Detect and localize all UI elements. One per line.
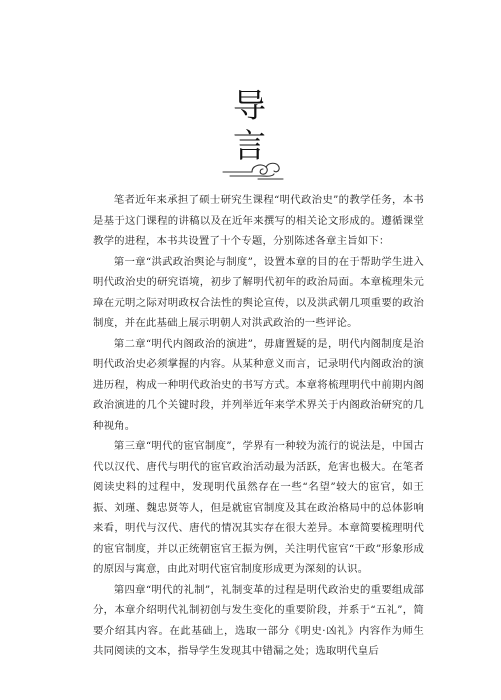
paragraph-chapter-3: 第三章“明代的宦官制度”，学界有一种较为流行的说法是，中国古代以汉代、唐代与明代的宦官政治活动最为活跃，危害也极大。在笔者阅读史料的过程中，发现明代虽然存在一些“名望”较大的宦官，如王振、刘瑾、魏忠贤等人，但是就宦官制度及其在政治格局中的总体影响来看，明代与汉代、唐代的情况其实存在很大差异。本章简要梳理明代的宦官制度，并以正统朝宦官王振为例，关注明代宦官“干政”形象形成的原因与寓意，由此对明代宦官制度形成更为深刻的认识。 (93, 440, 424, 575)
body-text (93, 190, 424, 662)
paragraph-chapter-2: 第二章“明代内阁政治的演进”，毋庸置疑的是，明代内阁制度是治明代政治史必须掌握的内容。从某种意义而言，记录明代内阁政治的演进历程，构成一种明代政治史的书写方式。本章将梳理明代中前期内阁政治演进的几个关键时段，并列举近年来学术界关于内阁政治研究的几种视角。 (93, 337, 424, 432)
paragraph-chapter-4: 第四章“明代的礼制”，礼制变革的过程是明代政治史的重要组成部分，本章介绍明代礼制初创与发生变化的重要阶段，并系于“五礼”，简要介绍其内容。在此基础上，选取一部分《明史·凶礼》内容作为师生共同阅读的文本，指导学生发现其中错漏之处；选取明代皇后 (93, 583, 424, 657)
paragraph-intro: 笔者近年来承担了硕士研究生课程“明代政治史”的教学任务，本书是基于这门课程的讲稿以及在近年来撰写的相关论文形成的。遵循课堂教学的进程，本书共设置了十个专题，分别陈述各章主旨如下： (93, 194, 424, 247)
cloud-swirl-divider-icon (222, 152, 284, 182)
paragraph-chapter-1: 第一章“洪武政治舆论与制度”，设置本章的目的在于帮助学生进入明代政治史的研究语境，初步了解明代初年的政治局面。本章梳理朱元璋在元明之际对明政权合法性的舆论宣传，以及洪武朝几项重要的政治制度，并在此基础上展示明朝人对洪武政治的一些评论。 (93, 255, 424, 329)
page-title-line-2: 言 (233, 126, 268, 165)
page-title-line-1: 导 (233, 86, 268, 125)
